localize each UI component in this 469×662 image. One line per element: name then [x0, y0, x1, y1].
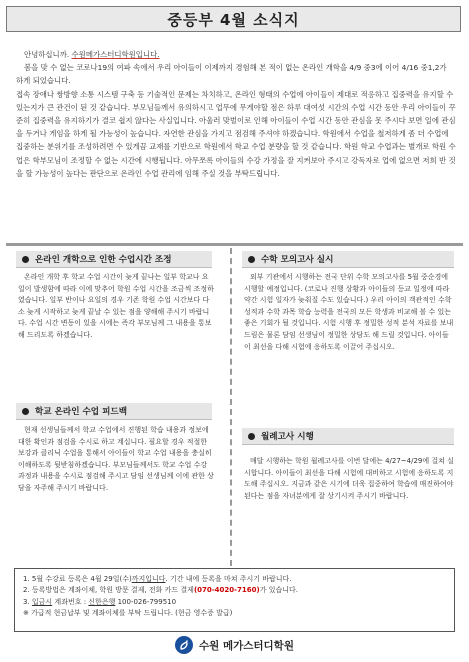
notice-bank-name: 신한은행 — [88, 597, 116, 606]
section-body-schedule-text: 온라인 개학 후 학교 수업 시간이 늦게 끝나는 일부 학교나 요일이 발생함에 따라 이에 맞추어 학원 수업 시간을 조금씩 조정하였습니다. 일부 반이나 요일의 경우 기존 학원 수업 시간보다 다소 늦게 시작하고 늦게 끝날 수 있는 점을 양해해 주시기 바랍니다. 수업 시간 변동이 있을 시에는 즉각 부모님께 그 내용을 통보해 드리도록 하겠습니다. — [18, 273, 214, 339]
section-body-schedule — [18, 272, 214, 342]
notice-phone-number: (070-4020-7160) — [193, 586, 260, 595]
academy-logo-icon — [175, 636, 193, 654]
section-divider — [6, 243, 463, 246]
notice-line-4: ※ 가급적 현금납부 및 계좌이체를 부탁 드립니다. (현금 영수증 발급) — [23, 609, 233, 618]
section-title-feedback — [16, 403, 212, 420]
notice-deadline: 까지입니다 — [131, 575, 166, 583]
payment-notice-box — [14, 568, 455, 632]
notice-line-3 — [23, 597, 446, 608]
section-title-mock-exam-text: 수학 모의고사 실시 — [261, 255, 334, 265]
notice-line-2-start: 2. 등록방법은 계좌이체, 학원 방문 결제, 전화 카드 결제 — [23, 586, 194, 595]
section-body-feedback-text: 현재 선생님들께서 학교 수업에서 진행된 학습 내용과 정보에 대한 확인과 점검을 수시로 하고 계십니다. 필요할 경우 적절한 보강과 클리닉 수업을 통해서 아이들이 학교 수업 내용을 충실히 이해하도록 뒷받침하겠습니다. 부모님들께서도 학교 수업 수강 과정과 내용을 수시로 점검해 주시고 담임 선생님께 이에 관한 상담을 자주해 주시기 바랍니다. — [18, 426, 214, 492]
logo-swirl-icon — [178, 639, 190, 651]
notice-line-1-end: . 기간 내에 등록을 마쳐 주시기 바랍니다. — [165, 575, 292, 583]
bullet-icon — [22, 256, 29, 263]
intro-section — [16, 48, 456, 180]
notice-account-label: 계좌번호 : — [52, 597, 89, 606]
section-title-feedback-text: 학교 온라인 수업 피드백 — [35, 407, 127, 417]
notice-line-1 — [23, 574, 446, 585]
notice-line-3-start: 3. — [23, 597, 32, 606]
section-title-monthly-exam-text: 월례고사 시행 — [261, 432, 314, 442]
section-title-mock-exam — [242, 251, 454, 268]
intro-paragraph-1 — [16, 48, 456, 61]
academy-name: 수원 메가스터디학원 — [199, 639, 294, 652]
section-title-schedule — [16, 251, 212, 268]
section-body-feedback — [18, 425, 214, 495]
bullet-icon — [248, 256, 255, 263]
notice-line-2-end: 가 있습니다. — [259, 586, 298, 595]
notice-line-1-start: 1. 5월 수강료 등록은 4월 29일(수) — [23, 575, 132, 583]
bullet-icon — [22, 408, 29, 415]
intro-paragraph-2: 봄을 맞 수 없는 코로나19의 여파 속에서 우리 아이들이 이제까지 경험해 본 적이 없는 온라인 개학을 4/9 중3에 이어 4/16 중1,2가 하게 되었습니다. — [16, 63, 447, 86]
column-divider — [230, 248, 232, 566]
notice-deposit: 입금시 — [31, 597, 53, 606]
section-title-schedule-text: 온라인 개학으로 인한 수업시간 조정 — [35, 255, 172, 265]
bullet-icon — [248, 433, 255, 440]
section-body-monthly-exam-text: 매달 시행하는 학원 월례고사를 이번 달에는 4/27~4/29에 걸쳐 실시합니다. 아이들이 최선을 다해 시험에 대비하고 시험에 응하도록 지도해 주십시오. 지금과 같은 시기에 더욱 집중하여 학습에 매진하여야 된다는 점을 자녀분에게 잘 상기시켜 주시기 바랍니다. — [244, 457, 454, 500]
section-body-monthly-exam — [244, 456, 454, 502]
section-body-mock-exam-text: 외부 기관에서 시행하는 전국 단위 수학 모의고사를 5월 중순경에 시행할 예정입니다. (코로나 진행 상황과 아이들의 등교 일정에 따라 약간 시험 일자가 늦춰질 수도 있습니다.) 우리 아이의 객관적인 수학 성적과 수학 과목 학습 능력을 전국의 모든 학생과 비교해 볼 수 있는 좋은 기회가 될 것입니다. 시험 시행 후 정밀한 성적 분석 자료를 보내드림은 물론 담임 선생님이 정밀한 상담도 해 드릴 것입니다. 아이들이 최선을 다해 시험에 응하도록 이끌어 주십시오. — [244, 273, 454, 351]
newsletter-title: 중등부 4월 소식지 — [6, 6, 461, 32]
notice-line-2 — [23, 585, 446, 596]
section-title-monthly-exam — [242, 428, 454, 445]
section-body-mock-exam — [244, 272, 454, 353]
notice-account-number: 100-026-799510 — [115, 597, 177, 606]
intro-greeting: 안녕하십니까. — [24, 50, 72, 59]
academy-footer — [0, 634, 469, 656]
intro-paragraph-3: 접속 장애나 쌍방향 소통 시스템 구축 등 기술적인 문제는 차치하고, 온라인 형태의 수업에 아이들이 제대로 적응하고 집중력을 유지할 수 있는지가 큰 관건이 된 것 같습니다. 부모님들께서 유의하시고 업무에 무게야할 점은 하루 대여섯 시간의 수업 시간 동안 우리 아이들이 꾸준히 집중력을 유지하기가 결코 쉽지 않다는 사실입니다. 아울러 맞벌이로 인해 아이들이 수업 시간 동안 관심을 못 주시다 보면 일에 관심을 두거나 게임을 하게 될 가능성이 높습니다. 자연한 관심을 가지고 점검해 주셔야 하겠습니다. 학원에서 수업을 철저하게 좀 더 수업에 집중하는 분위기를 조성하려면 수 있게끔 교재를 기반으로 학원에서 학교 수업 분량을 할 것 같습니다. 학원 학교 수업과는 별개로 학원 수업은 학부모님이 조정할 수 없는 시간에 시행됩니다. 아무쪼록 아이들의 수강 가정을 잘 지켜보아 주시고 강독자로 업에 없으면 저희 반 것을 할 가능성이 높다는 판단으로 온라인 수업 관리에 임해 주실 것을 부탁드립니다. — [16, 89, 456, 178]
intro-academy-name: 수원메가스터디학원입니다. — [71, 50, 160, 59]
